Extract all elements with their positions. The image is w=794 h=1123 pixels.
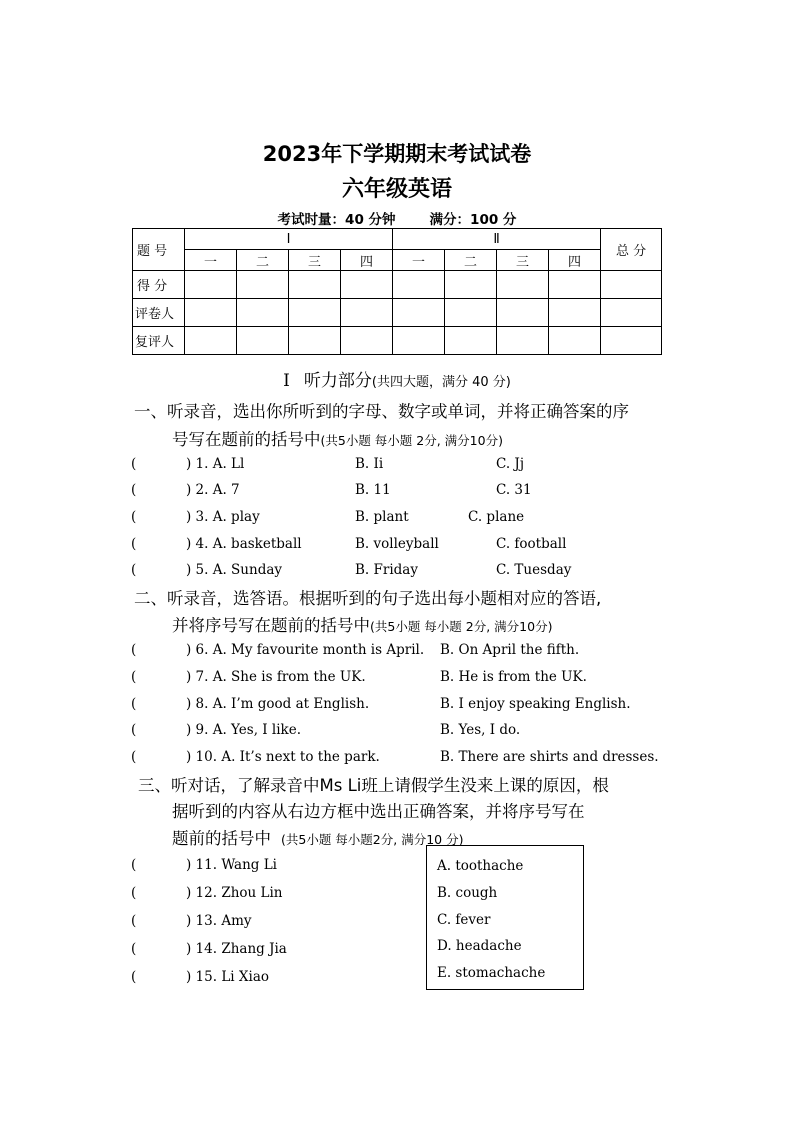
score-cell[interactable]: [601, 299, 662, 327]
sub-col-cell: 四: [341, 250, 393, 271]
score-cell[interactable]: [289, 271, 341, 299]
option-item: A. toothache: [437, 858, 524, 874]
section3-instruction-cont: 据听到的内容从右边方框中选出正确答案，并将序号写在: [172, 802, 585, 821]
score-cell[interactable]: [341, 327, 393, 355]
score-cell[interactable]: [497, 271, 549, 299]
option-a: ) 9. A. Yes, I like.: [186, 722, 302, 738]
answer-paren[interactable]: (: [131, 669, 137, 685]
score-cell[interactable]: [393, 299, 445, 327]
option-item: D. headache: [437, 938, 522, 954]
part1-heading: Ⅰ 听力部分(共四大题，满分 40 分): [283, 371, 511, 391]
option-c: C. plane: [468, 509, 525, 525]
student-name: ) 11. Wang Li: [186, 857, 277, 873]
answer-paren[interactable]: (: [131, 857, 137, 873]
option-a: ) 8. A. I’m good at English.: [186, 696, 370, 712]
score-cell[interactable]: [185, 271, 237, 299]
option-item: B. cough: [437, 885, 498, 901]
answer-paren[interactable]: (: [131, 562, 137, 578]
score-cell[interactable]: [393, 327, 445, 355]
part1-note: (共四大题，满分 40 分): [371, 375, 511, 390]
section1-instruction: 一、听录音，选出你所听到的字母、数字或单词，并将正确答案的序: [134, 402, 629, 421]
exam-full-score: 满分：100 分: [429, 212, 517, 228]
option-b: B. volleyball: [355, 536, 439, 552]
option-c: C. football: [496, 536, 567, 552]
answer-paren[interactable]: (: [131, 536, 137, 552]
option-b: B. Friday: [355, 562, 418, 578]
answer-paren[interactable]: (: [131, 722, 137, 738]
answer-paren[interactable]: (: [131, 482, 137, 498]
section3-instruction-cont2: 题前的括号中 (共5小题 每小题2分, 满分10 分): [172, 829, 464, 848]
question-text: ) 1. A. Ll: [186, 456, 245, 472]
section2-instruction-cont: 并将序号写在题前的括号中(共5小题 每小题 2分, 满分10分): [172, 616, 553, 635]
row-label-grader: 评卷人: [133, 299, 185, 327]
score-cell[interactable]: [601, 327, 662, 355]
student-name: ) 12. Zhou Lin: [186, 885, 283, 901]
option-a: ) 6. A. My favourite month is April.: [186, 642, 425, 658]
score-cell[interactable]: [497, 327, 549, 355]
score-cell[interactable]: [445, 299, 497, 327]
question-text: ) 5. A. Sunday: [186, 562, 283, 578]
answer-paren[interactable]: (: [131, 969, 137, 985]
answer-paren[interactable]: (: [131, 941, 137, 957]
option-a: ) 7. A. She is from the UK.: [186, 669, 366, 685]
score-cell[interactable]: [549, 271, 601, 299]
student-name: ) 14. Zhang Jia: [186, 941, 287, 957]
header-cell-question-number: 题 号: [133, 229, 185, 271]
answer-paren[interactable]: (: [131, 913, 137, 929]
answer-paren[interactable]: (: [131, 885, 137, 901]
score-cell[interactable]: [445, 327, 497, 355]
sub-col-cell: 四: [549, 250, 601, 271]
option-item: E. stomachache: [437, 965, 546, 981]
question-text: ) 3. A. play: [186, 509, 260, 525]
option-b: B. I enjoy speaking English.: [440, 696, 631, 712]
option-a: ) 10. A. It’s next to the park.: [186, 749, 380, 765]
sub-col-cell: 二: [237, 250, 289, 271]
part1-title: 听力部分: [303, 371, 372, 391]
answer-paren[interactable]: (: [131, 642, 137, 658]
option-c: C. Tuesday: [496, 562, 572, 578]
section1-instruction-cont: 号写在题前的括号中(共5小题 每小题 2分, 满分10分): [172, 430, 503, 449]
score-cell[interactable]: [237, 271, 289, 299]
option-b: B. 11: [355, 482, 391, 498]
sub-col-cell: 三: [497, 250, 549, 271]
score-cell[interactable]: [289, 327, 341, 355]
student-name: ) 13. Amy: [186, 913, 252, 929]
options-box: [426, 845, 584, 990]
option-b: B. On April the fifth.: [440, 642, 580, 658]
student-name: ) 15. Li Xiao: [186, 969, 269, 985]
option-b: B. There are shirts and dresses.: [440, 749, 659, 765]
exam-meta: [0, 208, 794, 228]
score-cell[interactable]: [341, 299, 393, 327]
sub-col-cell: 三: [289, 250, 341, 271]
option-item: C. fever: [437, 912, 491, 928]
exam-time: 考试时量：40 分钟: [277, 212, 396, 228]
answer-paren[interactable]: (: [131, 509, 137, 525]
score-cell[interactable]: [549, 327, 601, 355]
option-b: B. plant: [355, 509, 409, 525]
section2-instruction: 二、听录音，选答语。根据听到的句子选出每小题相对应的答语,: [134, 589, 602, 608]
option-b: B. Yes, I do.: [440, 722, 521, 738]
score-cell[interactable]: [185, 299, 237, 327]
header-cell-total: 总 分: [601, 229, 662, 271]
score-cell[interactable]: [601, 271, 662, 299]
score-cell[interactable]: [289, 299, 341, 327]
exam-title: 2023年下学期期末考试试卷: [262, 142, 532, 166]
score-cell[interactable]: [393, 271, 445, 299]
option-b: B. He is from the UK.: [440, 669, 587, 685]
option-c: C. 31: [496, 482, 532, 498]
sub-col-cell: 二: [445, 250, 497, 271]
question-text: ) 2. A. 7: [186, 482, 240, 498]
score-cell[interactable]: [185, 327, 237, 355]
sub-col-cell: 一: [393, 250, 445, 271]
header-cell-part-2: Ⅱ: [393, 229, 601, 250]
answer-paren[interactable]: (: [131, 749, 137, 765]
section3-instruction: 三、听对话，了解录音中Ms Li班上请假学生没来上课的原因，根: [138, 776, 609, 795]
sub-col-cell: 一: [185, 250, 237, 271]
score-cell[interactable]: [549, 299, 601, 327]
row-label-score: 得 分: [133, 271, 185, 299]
score-cell[interactable]: [237, 299, 289, 327]
score-cell[interactable]: [341, 271, 393, 299]
answer-paren[interactable]: (: [131, 456, 137, 472]
exam-subtitle: 六年级英语: [341, 177, 452, 202]
score-cell[interactable]: [497, 299, 549, 327]
option-b: B. Ii: [355, 456, 384, 472]
score-cell[interactable]: [237, 327, 289, 355]
score-cell[interactable]: [445, 271, 497, 299]
question-text: ) 4. A. basketball: [186, 536, 302, 552]
header-cell-part-1: Ⅰ: [185, 229, 393, 250]
row-label-reviewer: 复评人: [133, 327, 185, 355]
option-c: C. Jj: [496, 456, 525, 472]
answer-paren[interactable]: (: [131, 696, 137, 712]
score-table: [132, 228, 662, 355]
